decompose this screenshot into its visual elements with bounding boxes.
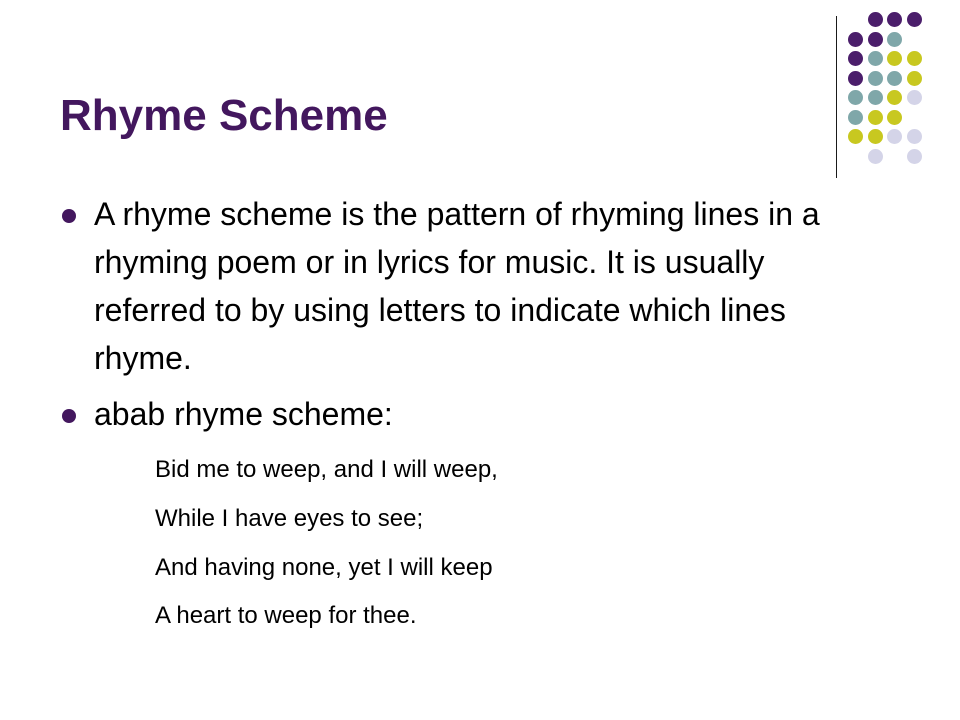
decor-dot [887, 110, 902, 125]
decor-dot [868, 71, 883, 86]
decor-dot [868, 51, 883, 66]
decor-dot [848, 32, 863, 47]
decor-dot [887, 90, 902, 105]
decor-dot [887, 71, 902, 86]
decor-dot [887, 51, 902, 66]
decor-dot [887, 32, 902, 47]
bullet-text: A rhyme scheme is the pattern of rhyming lines in a rhyming poem or in lyrics for music. It is usually referred to by using letters to indicate which lines rhyme. [94, 196, 820, 376]
decor-dot [868, 32, 883, 47]
decor-dot [868, 90, 883, 105]
decor-dot [868, 149, 883, 164]
decor-dot [907, 90, 922, 105]
poem-line: While I have eyes to see; [155, 505, 424, 532]
decor-dot [848, 90, 863, 105]
decor-dot [907, 149, 922, 164]
decor-dot [868, 12, 883, 27]
dot-grid-icon [848, 12, 932, 160]
slide-title: Rhyme Scheme [60, 91, 388, 140]
decor-dot [907, 129, 922, 144]
decor-dot [848, 71, 863, 86]
decor-dot [848, 51, 863, 66]
bullet-dot-icon [62, 209, 76, 223]
poem-line: Bid me to weep, and I will weep, [155, 456, 498, 483]
bullet-dot-icon [62, 409, 76, 423]
decor-dot [848, 110, 863, 125]
decor-dot [907, 12, 922, 27]
poem-line: A heart to weep for thee. [155, 602, 417, 629]
decor-dot [887, 12, 902, 27]
decor-dot [868, 129, 883, 144]
decor-dot [868, 110, 883, 125]
decor-dot [848, 129, 863, 144]
poem-line: And having none, yet I will keep [155, 554, 493, 581]
decor-dot [887, 129, 902, 144]
decor-dot [907, 51, 922, 66]
decor-dot [907, 71, 922, 86]
bullet-text: abab rhyme scheme: [94, 396, 393, 432]
vertical-divider [836, 16, 837, 178]
